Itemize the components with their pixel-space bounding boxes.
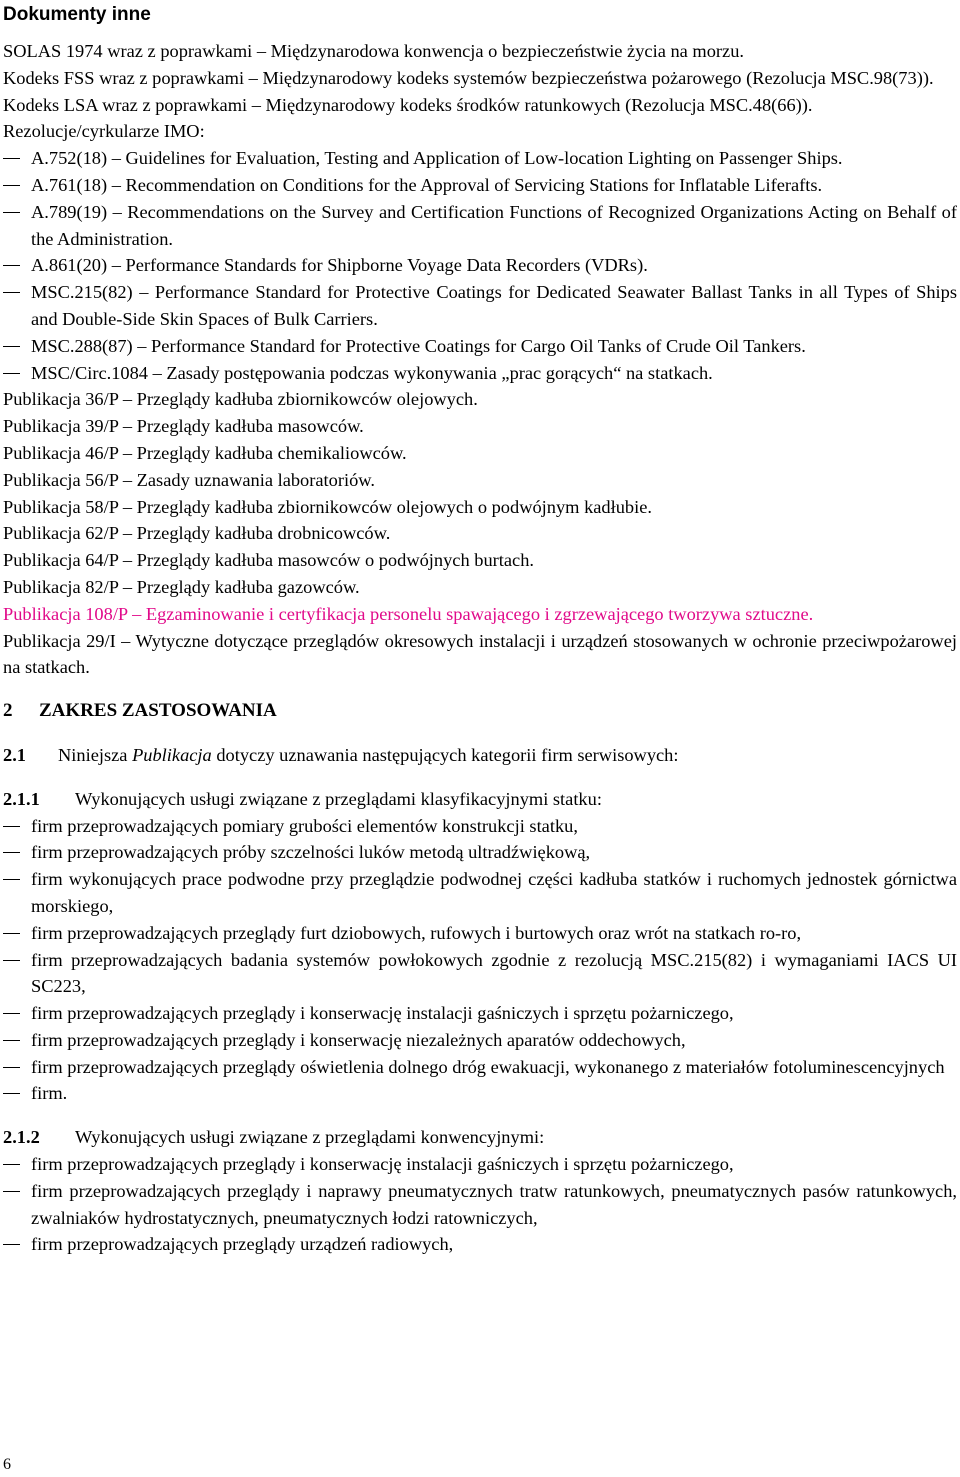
list-item: firm przeprowadzających przeglądy i naprawy pneumatycznych tratw ratunkowych, pneumatycznych pasów ratunkowych, zwalniaków hydrostatycznych, pneumatycznych łodzi ratowniczych, bbox=[3, 1178, 957, 1232]
list-item: MSC/Circ.1084 – Zasady postępowania podczas wykonywania „prac gorących“ na statkach. bbox=[3, 360, 957, 387]
list-item: A.861(20) – Performance Standards for Shipborne Voyage Data Recorders (VDRs). bbox=[3, 252, 957, 279]
solas-line: SOLAS 1974 wraz z poprawkami – Międzynarodowa konwencja o bezpieczeństwie życia na morzu. bbox=[3, 41, 744, 61]
publication-line: Publikacja 62/P – Przeglądy kadłuba drobnicowców. bbox=[3, 523, 391, 544]
list-item: firm przeprowadzających przeglądy i konserwację instalacji gaśniczych i sprzętu pożarniczego, bbox=[3, 1000, 957, 1027]
list-item: firm wykonujących prace podwodne przy przeglądzie podwodnej części kadłuba statków i ruchomych jednostek górnictwa morskiego, bbox=[3, 866, 957, 920]
list-item: firm przeprowadzających przeglądy furt dziobowych, rufowych i burtowych oraz wrót na statkach ro-ro, bbox=[3, 920, 957, 947]
fss-line: Kodeks FSS wraz z poprawkami – Międzynarodowy kodeks systemów bezpieczeństwa pożarowego (Rezolucja MSC.98(73)). bbox=[3, 67, 934, 88]
subsection-number: 2.1 bbox=[3, 744, 26, 765]
list-item: A.789(19) – Recommendations on the Survey and Certification Functions of Recognized Organizations Acting on Behalf of the Administration. bbox=[3, 199, 957, 253]
subsection-text: Wykonujących usługi związane z przeglądami klasyfikacyjnymi statku: bbox=[75, 788, 602, 809]
section-heading-other-documents: Dokumenty inne bbox=[3, 4, 151, 25]
list-item: firm przeprowadzających pomiary grubości elementów konstrukcji statku, bbox=[3, 813, 957, 840]
subsection-2-1-1 bbox=[3, 786, 957, 813]
subsection-2-1 bbox=[3, 742, 957, 769]
publication-108p-highlighted: Publikacja 108/P – Egzaminowanie i certyfikacja personelu spawającego i zgrzewającego tworzywa sztuczne. bbox=[3, 603, 814, 624]
publication-line: Publikacja 39/P – Przeglądy kadłuba masowców. bbox=[3, 416, 364, 437]
list-item: A.752(18) – Guidelines for Evaluation, Testing and Application of Low-location Lighting on Passenger Ships. bbox=[3, 145, 957, 172]
lsa-line: Kodeks LSA wraz z poprawkami – Międzynarodowy kodeks środków ratunkowych (Rezolucja MSC.48(66)). bbox=[3, 94, 813, 115]
list-item: MSC.288(87) – Performance Standard for Protective Coatings for Cargo Oil Tanks of Crude Oil Tankers. bbox=[3, 333, 957, 360]
page-number: 6 bbox=[3, 1456, 11, 1473]
publication-line: Publikacja 58/P – Przeglądy kadłuba zbiornikowców olejowych o podwójnym kadłubie. bbox=[3, 496, 652, 517]
list-item: firm. bbox=[3, 1080, 957, 1107]
publication-emphasis: Publikacja bbox=[132, 744, 212, 765]
list-item: A.761(18) – Recommendation on Conditions for the Approval of Servicing Stations for Inflatable Liferafts. bbox=[3, 172, 957, 199]
section-title-text: ZAKRES ZASTOSOWANIA bbox=[39, 700, 277, 722]
imo-resolutions-label: Rezolucje/cyrkularze IMO: bbox=[3, 121, 205, 142]
list-item: firm przeprowadzających przeglądy i konserwację instalacji gaśniczych i sprzętu pożarniczego, bbox=[3, 1151, 957, 1178]
list-item: firm przeprowadzających przeglądy oświetlenia dolnego dróg ewakuacji, wykonanego z materiałów fotoluminescencyjnych bbox=[3, 1054, 957, 1081]
list-item: firm przeprowadzających badania systemów powłokowych zgodnie z rezolucją MSC.215(82) i wymaganiami IACS UI SC223, bbox=[3, 947, 957, 1001]
publication-29i-line: Publikacja 29/I – Wytyczne dotyczące przeglądów okresowych instalacji i urządzeń stosowanych w ochronie przeciwpożarowej na statkach. bbox=[3, 630, 957, 678]
publication-line: Publikacja 36/P – Przeglądy kadłuba zbiornikowców olejowych. bbox=[3, 389, 478, 410]
subsection-number: 2.1.1 bbox=[3, 788, 40, 809]
convention-services-list bbox=[3, 1151, 957, 1258]
document-page bbox=[3, 0, 957, 1258]
subsection-2-1-2 bbox=[3, 1124, 957, 1151]
subsection-number: 2.1.2 bbox=[3, 1127, 40, 1148]
publication-line: Publikacja 46/P – Przeglądy kadłuba chemikaliowców. bbox=[3, 442, 407, 463]
section-number: 2 bbox=[3, 700, 13, 722]
subsection-text: Wykonujących usługi związane z przeglądami konwencyjnymi: bbox=[75, 1127, 545, 1148]
list-item: firm przeprowadzających przeglądy urządzeń radiowych, bbox=[3, 1231, 957, 1258]
list-item: MSC.215(82) – Performance Standard for Protective Coatings for Dedicated Seawater Ballast Tanks in all Types of Ships and Double-Side Skin Spaces of Bulk Carriers. bbox=[3, 279, 957, 333]
section-2-title bbox=[3, 698, 957, 725]
publication-line: Publikacja 64/P – Przeglądy kadłuba masowców o podwójnych burtach. bbox=[3, 550, 535, 571]
list-item: firm przeprowadzających próby szczelności luków metodą ultradźwiękową, bbox=[3, 839, 957, 866]
classification-services-list bbox=[3, 813, 957, 1108]
imo-resolutions-list bbox=[3, 145, 957, 386]
publication-line: Publikacja 82/P – Przeglądy kadłuba gazowców. bbox=[3, 576, 360, 597]
subsection-text: Niniejsza bbox=[58, 744, 133, 765]
list-item: firm przeprowadzających przeglądy i konserwację niezależnych aparatów oddechowych, bbox=[3, 1027, 957, 1054]
publication-line: Publikacja 56/P – Zasady uznawania laboratoriów. bbox=[3, 469, 375, 490]
subsection-text: dotyczy uznawania następujących kategorii firm serwisowych: bbox=[211, 744, 679, 765]
